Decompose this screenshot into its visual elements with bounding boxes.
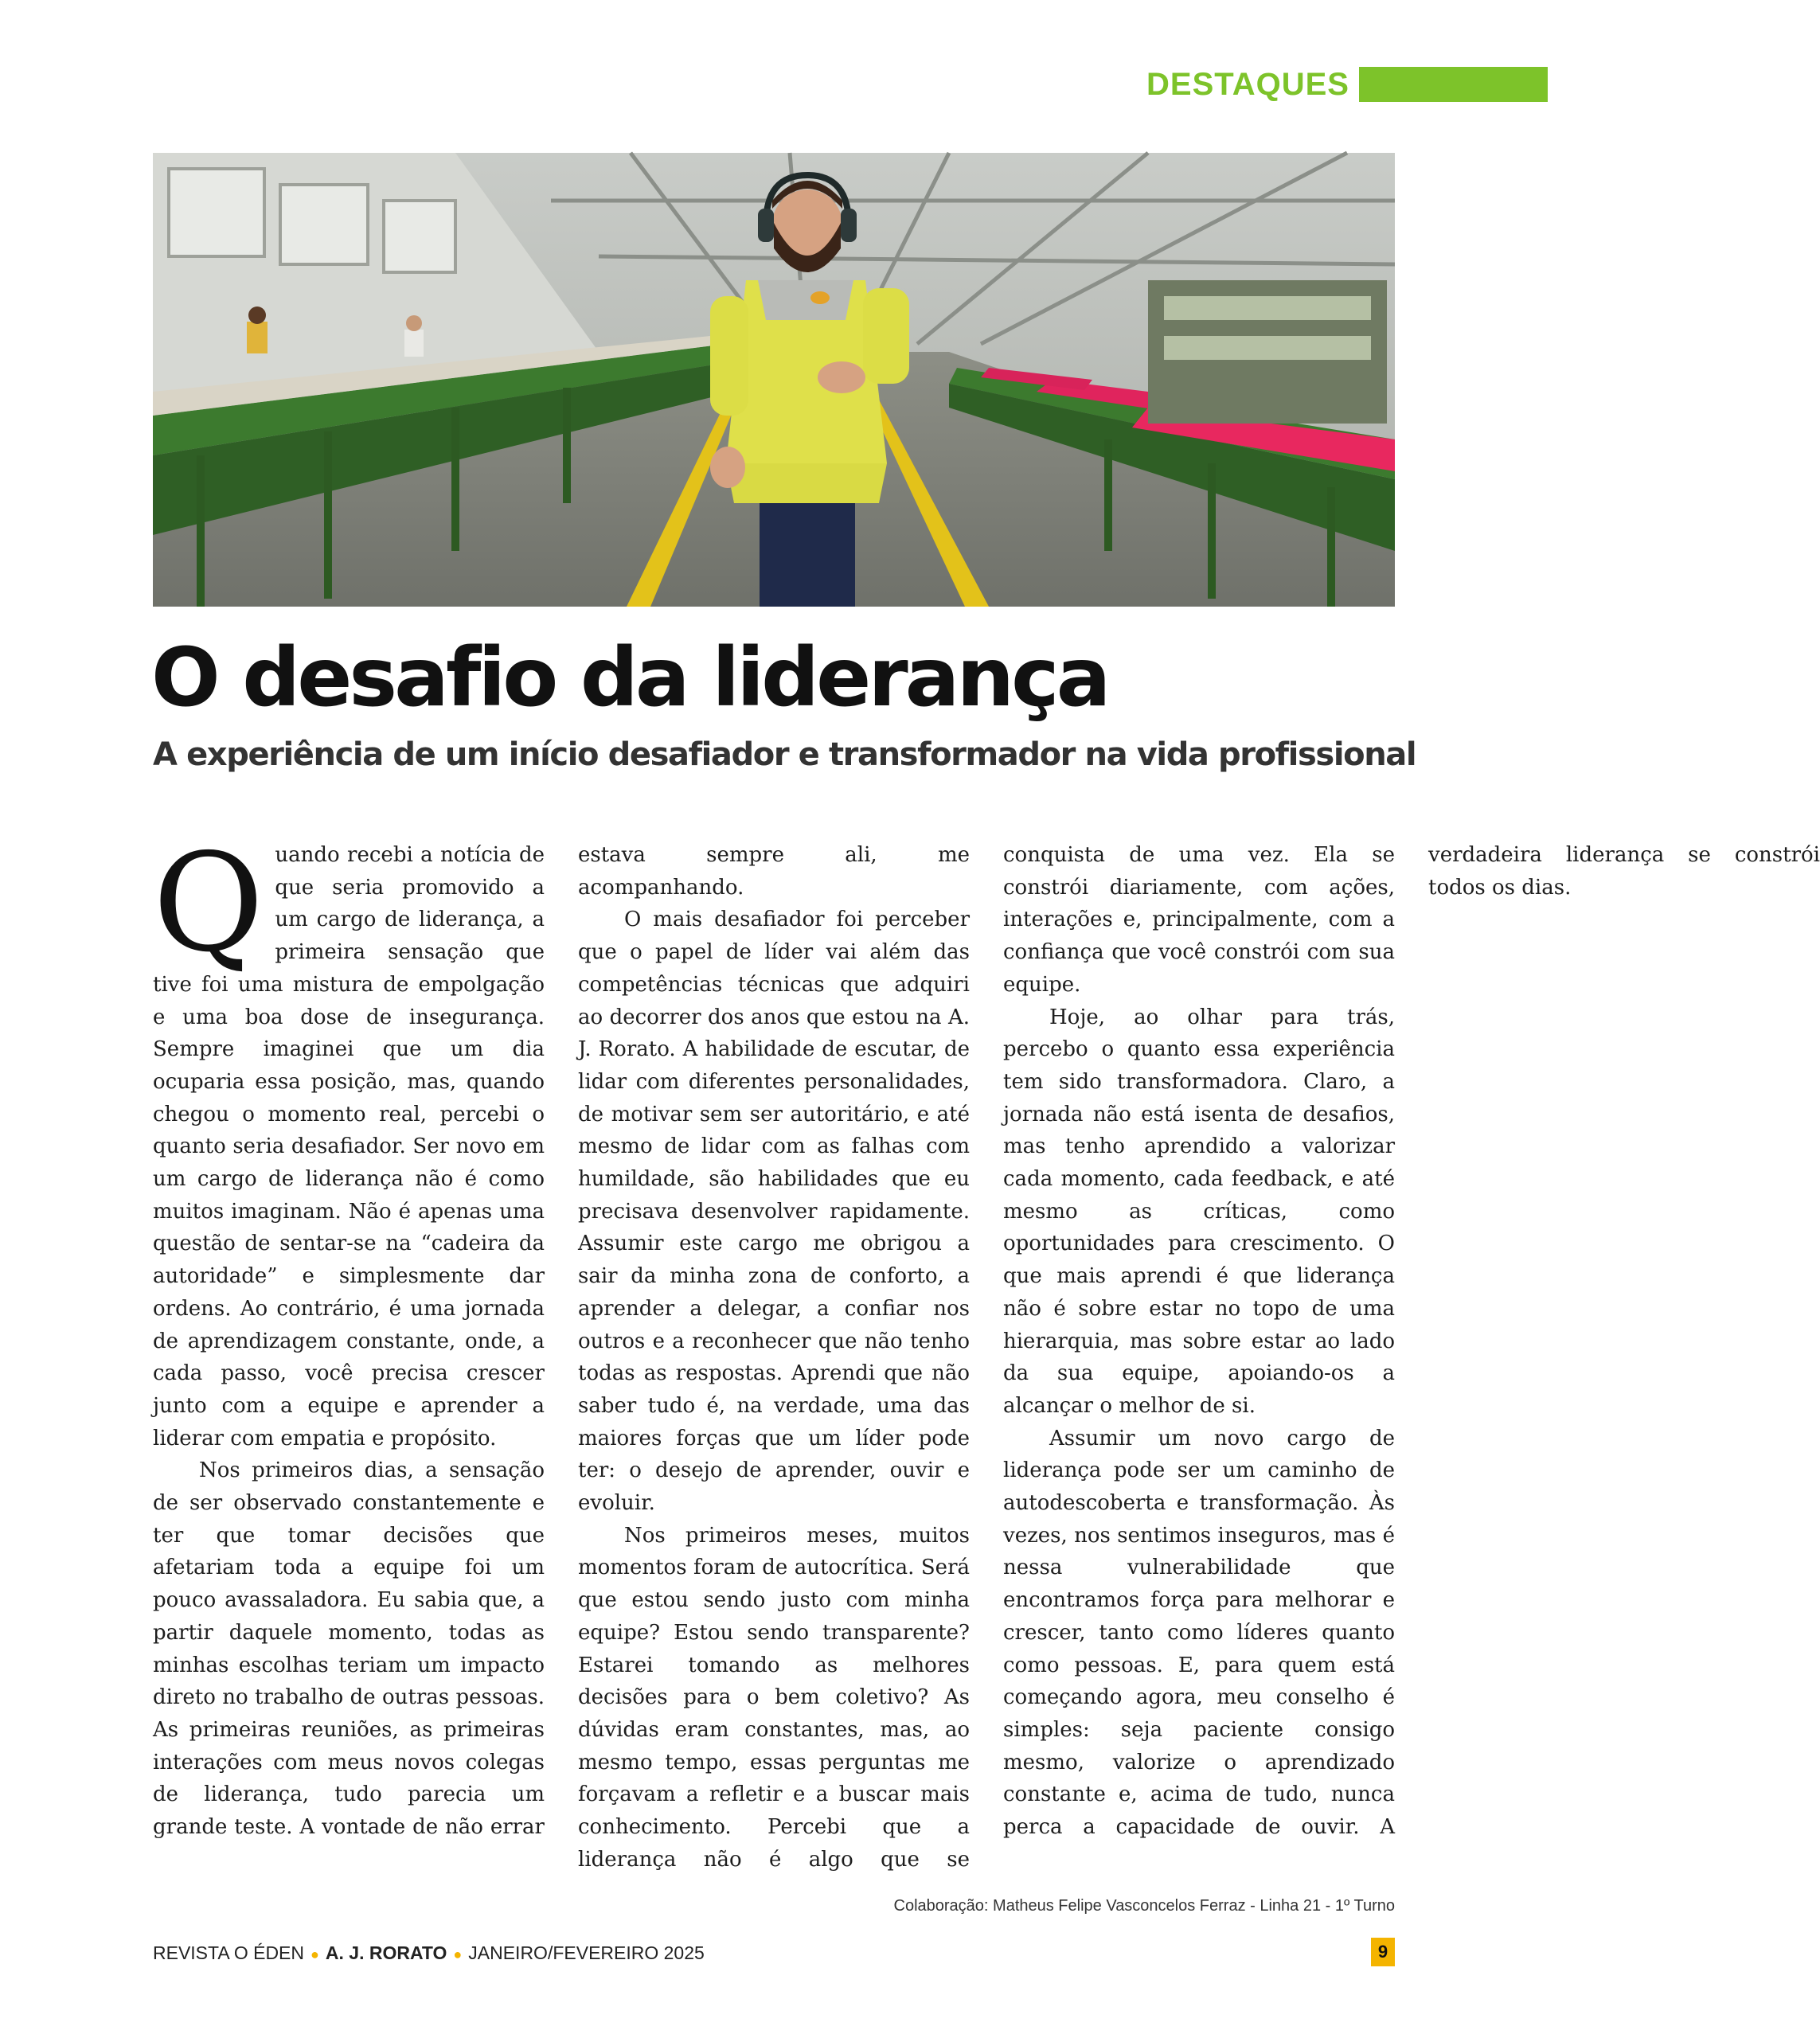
separator-dot-icon: ● bbox=[310, 1946, 319, 1962]
magazine-name: REVISTA O ÉDEN bbox=[153, 1942, 305, 1963]
paragraph-1-text: uando recebi a notícia de que seria promovido a um cargo de liderança, a primeira sensação que tive foi uma mistura de empolgação e uma boa dose de insegurança. Sempre imaginei que um dia ocuparia essa posição, mas, quando chegou o momento real, percebi o quanto seria desafiador. Ser novo em um cargo de liderança não é como muitos imaginam. Não é apenas uma questão de sentar-se na “cadeira da autoridade” e simplesmente dar ordens. Ao contrário, é uma jornada de aprendizagem constante, onde, a cada passo, você precisa crescer junto com a equipe e aprender a liderar com empatia e propósito. bbox=[153, 843, 545, 1450]
dropcap: Q bbox=[153, 825, 264, 982]
hero-photo bbox=[153, 153, 1395, 607]
author-credit: Colaboração: Matheus Felipe Vasconcelos Ferraz - Linha 21 - 1º Turno bbox=[893, 1897, 1395, 1915]
section-accent-bar bbox=[1359, 67, 1548, 102]
paragraph-6: Assumir um novo cargo de liderança pode ser um caminho de autodescoberta e transformação. Às vezes, nos sentimos inseguros, mas é nessa vulnerabilidade que encontramos força para melhorar e crescer, tanto como líderes quanto como pessoas. E, para quem está começando agora, meu conselho é simples: seja paciente consigo mesmo, valorize o aprendizado constante e, acima de tudo, nunca perca a capacidade de ouvir. A verdadeira liderança se constrói todos os dias. bbox=[1003, 843, 1820, 1840]
separator-dot-icon: ● bbox=[453, 1946, 463, 1962]
page-number: 9 bbox=[1371, 1938, 1395, 1966]
paragraph-5: Hoje, ao olhar para trás, percebo o quanto essa experiência tem sido transformadora. Claro, a jornada não está isenta de desafios, mas tenho aprendido a valorizar cada momento, cada feedback, e até mesmo as críticas, como oportunidades para crescimento. O que mais aprendi é que liderança não é sobre estar no topo de uma hierarquia, mas sobre estar ao lado da sua equipe, apoiando-os a alcançar o melhor de si. bbox=[1003, 1005, 1395, 1418]
paragraph-2: Nos primeiros dias, a sensação de ser observado constantemente e ter que tomar decisões que afetariam toda a equipe foi um pouco avassaladora. Eu sabia que, a partir daquele momento, todas as minhas escolhas teriam um impacto direto no trabalho de outras pessoas. As primeiras reuniões, as primeiras interações com meus novos colegas de liderança, tudo parecia um grande teste. A vontade de não errar estava sempre ali, me acompanhando. bbox=[153, 843, 970, 1840]
section-tag: DESTAQUES bbox=[1146, 67, 1349, 102]
company-name: A. J. RORATO bbox=[325, 1942, 447, 1963]
page-footer bbox=[153, 1939, 705, 1968]
paragraph-3: O mais desafiador foi perceber que o papel de líder vai além das competências técnicas que adquiri ao decorrer dos anos que estou na A. J. Rorato. A habilidade de escutar, de lidar com diferentes personalidades, de motivar sem ser autoritário, e até mesmo de lidar com as falhas com humildade, são habilidades que eu precisava desenvolver rapidamente. Assumir este cargo me obrigou a sair da minha zona de conforto, a aprender a delegar, a confiar nos outros e a reconhecer que não tenho todas as respostas. Aprendi que não saber tudo é, na verdade, uma das maiores forças que um líder pode ter: o desejo de aprender, ouvir e evoluir. bbox=[578, 908, 970, 1516]
article-subtitle: A experiência de um início desafiador e transformador na vida profissional bbox=[153, 736, 1416, 773]
article-title: O desafio da liderança bbox=[151, 631, 1108, 725]
paragraph-4: Nos primeiros meses, muitos momentos foram de autocrítica. Será que estou sendo justo com minha equipe? Estou sendo transparente? Estarei tomando as melhores decisões para o bem coletivo? As dúvidas eram constantes, mas, ao mesmo tempo, essas perguntas me forçavam a refletir e a buscar mais conhecimento. Percebi que a liderança não é algo que se conquista de uma vez. Ela se constrói diariamente, com ações, interações e, principalmente, com a confiança que você constrói com sua equipe. bbox=[578, 843, 1395, 1872]
paragraph-1 bbox=[153, 825, 545, 1454]
article-body bbox=[153, 825, 1820, 1880]
issue-date: JANEIRO/FEVEREIRO 2025 bbox=[468, 1942, 705, 1963]
